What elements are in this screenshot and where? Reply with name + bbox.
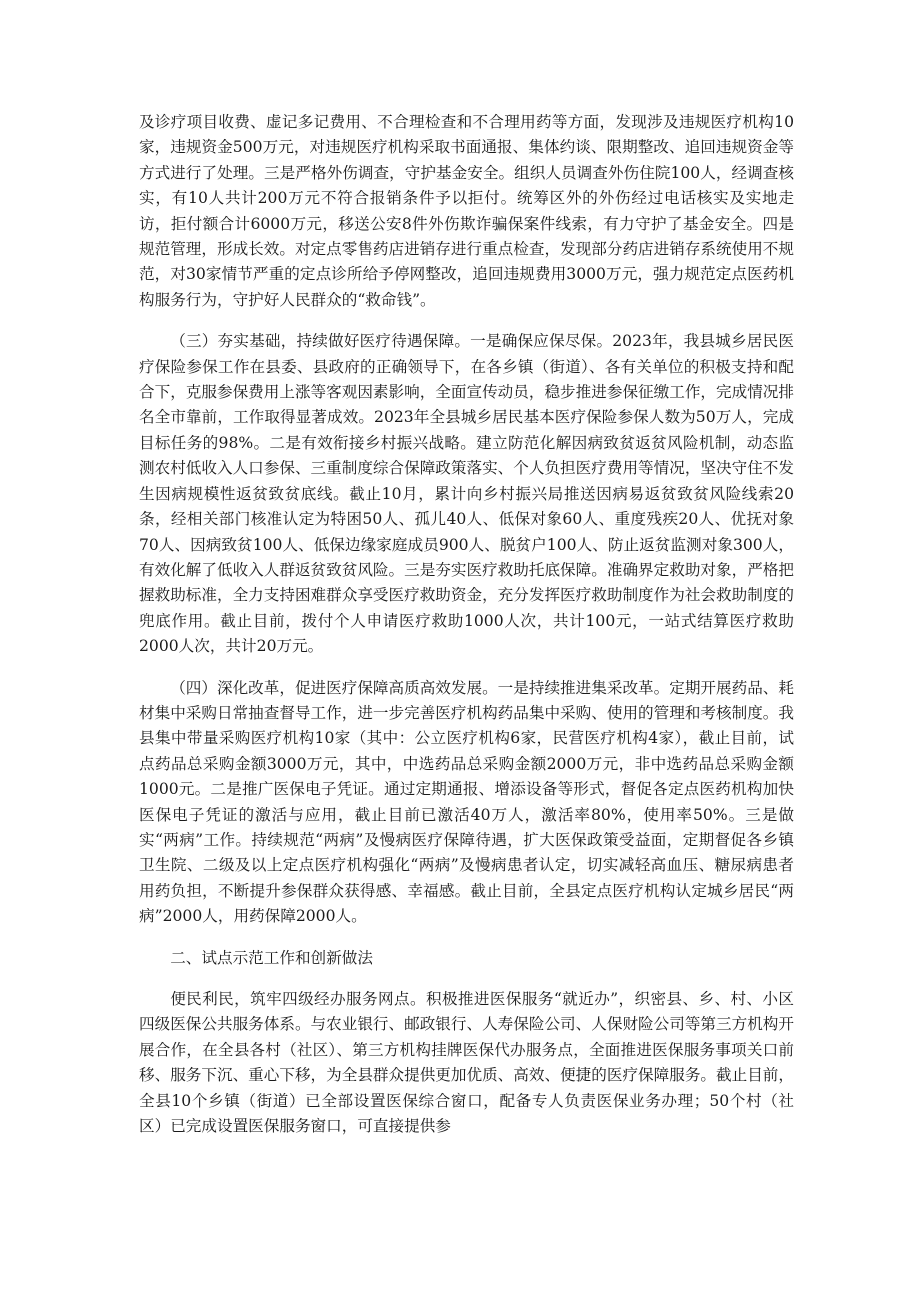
paragraph-service-network: 便民利民，筑牢四级经办服务网点。积极推进医保服务“就近办”，织密县、乡、村、小区四级医保公共服务体系。与农业银行、邮政银行、人寿保险公司、人保财险公司等第三方机构开展合作，在全县各村（社区）、第三方机构挂牌医保代办服务点，全面推进医保服务事项关口前移、服务下沉、重心下移，为全县群众提供更加优质、高效、便捷的医疗保障服务。截止目前，全县10个乡镇（街道）已全部设置医保综合窗口，配备专人负责医保业务办理；50个村（社区）已完成设置医保服务窗口，可直接提供参 [139, 990, 794, 1136]
paragraph-deepen-reform: （四）深化改革，促进医疗保障高质高效发展。一是持续推进集采改革。定期开展药品、耗材集中采购日常抽查督导工作，进一步完善医疗机构药品集中采购、使用的管理和考核制度。我县集中带量采购医疗机构10家（其中：公立医疗机构6家，民营医疗机构4家），截止目前，试点药品总采购金额3000万元，其中，中选药品总采购金额2000万元，非中选药品总采购金额1000元。二是推广医保电子凭证。通过定期通报、增添设备等形式，督促各定点医药机构加快医保电子凭证的激活与应用，截止目前已激活40万人，激活率80%，使用率50%。三是做实“两病”工作。持续规范“两病”及慢病医疗保障待遇，扩大医保政策受益面，定期督促各乡镇卫生院、二级及以上定点医疗机构强化“两病”及慢病患者认定，切实减轻高血压、糖尿病患者用药负担，不断提升参保群众获得感、幸福感。截止目前，全县定点医疗机构认定城乡居民“两病”2000人，用药保障2000人。 [139, 678, 794, 926]
paragraph-fund-supervision-continued: 及诊疗项目收费、虚记多记费用、不合理检查和不合理用药等方面，发现涉及违规医疗机构10家，违规资金500万元，对违规医疗机构采取书面通报、集体约谈、限期整改、追回违规资金等方式进行了处理。三是严格外伤调查，守护基金安全。组织人员调查外伤住院100人，经调查核实，有10人共计200万元不符合报销条件予以拒付。统筹区外的外伤经过电话核实及实地走访，拒付额合计6000万元，移送公安8件外伤欺诈骗保案件线索，有力守护了基金安全。四是规范管理，形成长效。对定点零售药店进销存进行重点检查，发现部分药店进销存系统使用不规范，对30家情节严重的定点诊所给予停网整改，追回违规费用3000万元，强力规范定点医药机构服务行为，守护好人民群众的“救命钱”。 [139, 113, 794, 309]
document-body [139, 110, 794, 1155]
paragraph-medical-treatment-guarantee: （三）夯实基础，持续做好医疗待遇保障。一是确保应保尽保。2023年，我县城乡居民医疗保险参保工作在县委、县政府的正确领导下，在各乡镇（街道）、各有关单位的积极支持和配合下，克服参保费用上涨等客观因素影响，全面宣传动员，稳步推进参保征缴工作，完成情况排名全市靠前，工作取得显著成效。2023年全县城乡居民基本医疗保险参保人数为50万人，完成目标任务的98%。二是有效衔接乡村振兴战略。建立防范化解因病致贫返贫风险机制，动态监测农村低收入人口参保、三重制度综合保障政策落实、个人负担医疗费用等情况，坚决守住不发生因病规模性返贫致贫底线。截止10月，累计向乡村振兴局推送因病易返贫致贫风险线索20条，经相关部门核准认定为特困50人、孤儿40人、低保对象60人、重度残疾20人、优抚对象70人、因病致贫100人、低保边缘家庭成员900人、脱贫户100人、防止返贫监测对象300人，有效化解了低收入人群返贫致贫风险。三是夯实医疗救助托底保障。准确界定救助对象，严格把握救助标准，全力支持困难群众享受医疗救助资金，充分发挥医疗救助制度作为社会救助制度的兜底作用。截止目前，拨付个人申请医疗救助1000人次，共计100元，一站式结算医疗救助2000人次，共计20万元。 [139, 332, 794, 656]
section-heading-pilot-demonstration: 二、试点示范工作和创新做法 [170, 948, 373, 967]
